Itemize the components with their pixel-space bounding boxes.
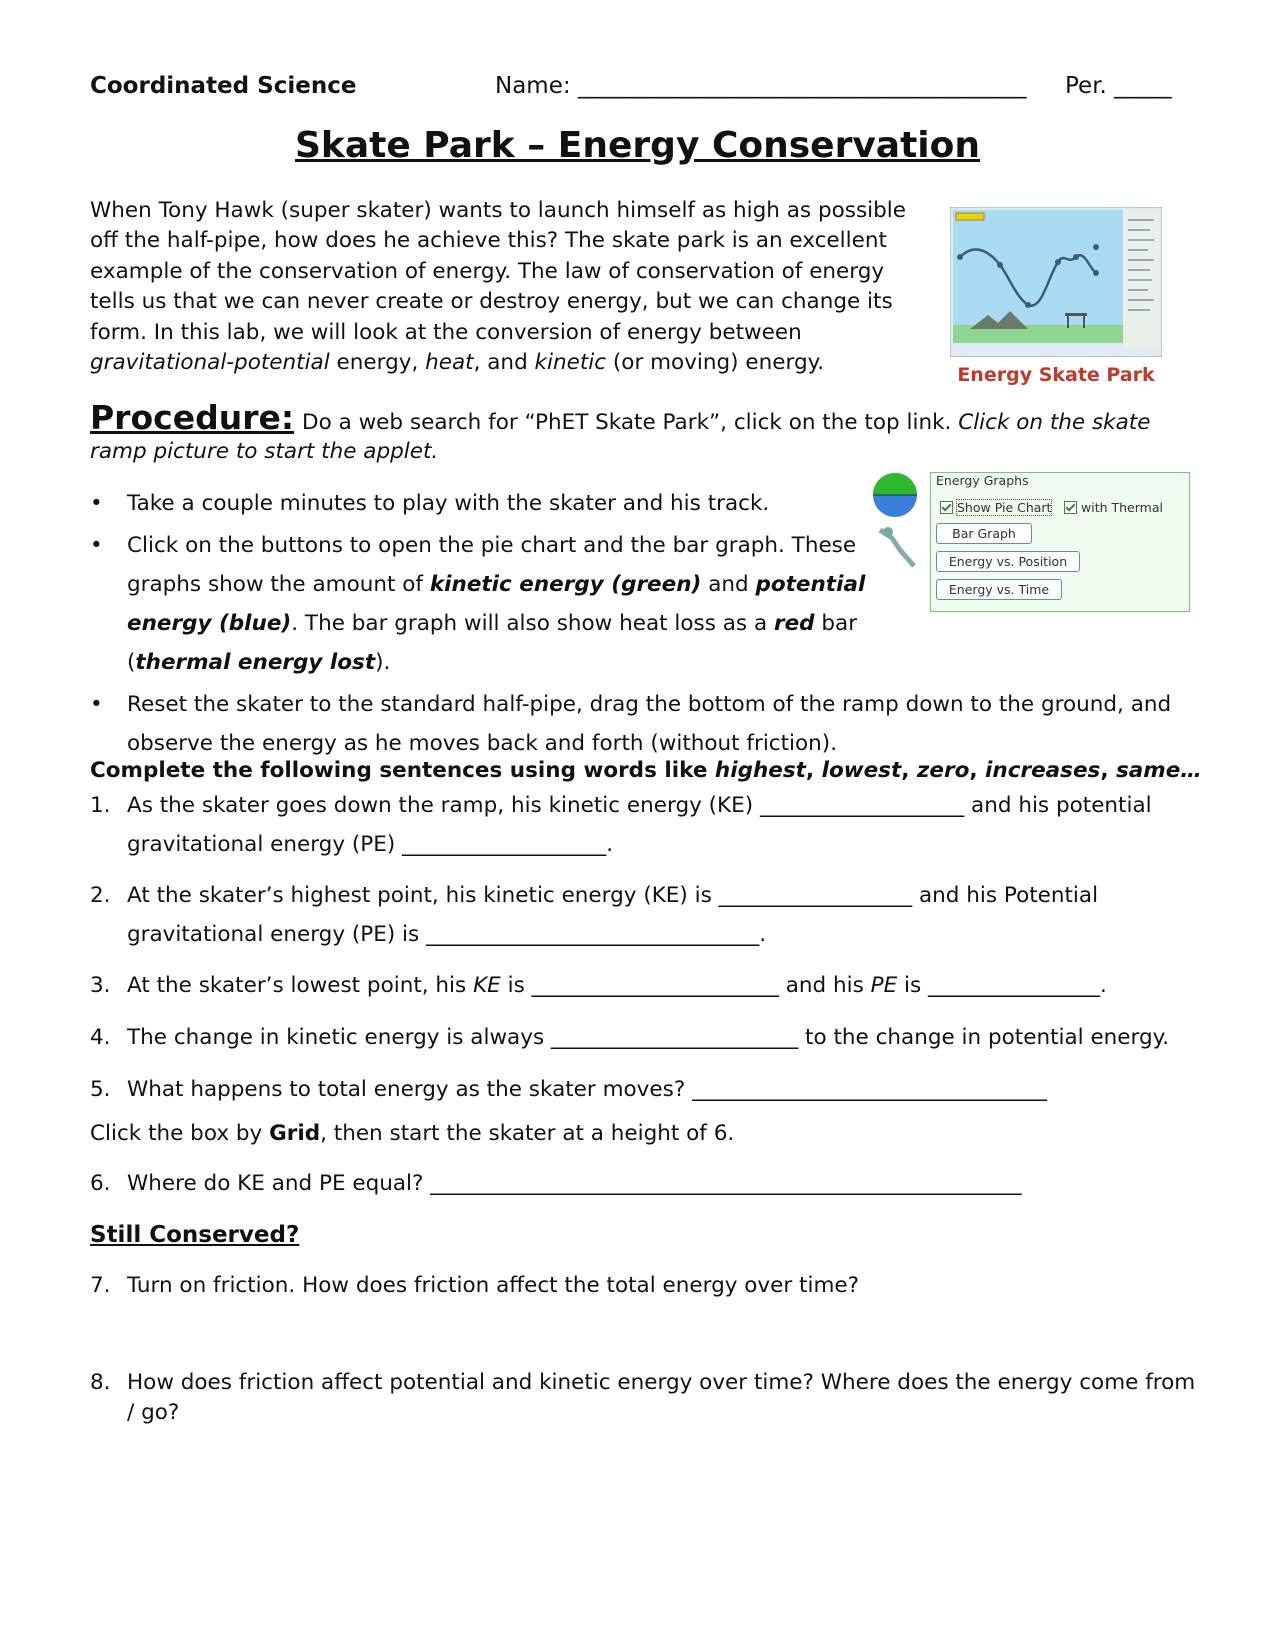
- intro-paragraph: When Tony Hawk (super skater) wants to launch himself as high as possible off the half-pipe, how does he achieve this? The skate park is an excellent example of the conservation of energy. The law of conservation of energy tells us that we can never create or destroy energy, but we can change its form. In this lab, we will look at the conversion of energy between gravitational-potential energy, heat, and kinetic (or moving) energy.: [90, 198, 906, 376]
- question-1: 1. As the skater goes down the ramp, his kinetic energy (KE) ___________________ and his potential gravitational energy (PE) ___________________.: [90, 793, 1152, 857]
- list-item: • Take a couple minutes to play with the skater and his track.: [90, 491, 770, 516]
- bar-graph-button[interactable]: Bar Graph: [936, 523, 1032, 544]
- show-pie-chart-checkbox[interactable]: Show Pie Chart: [940, 500, 1051, 515]
- question-3: 3. At the skater’s lowest point, his KE is _______________________ and his PE is ________________.: [90, 973, 1107, 998]
- energy-vs-time-button[interactable]: Energy vs. Time: [936, 579, 1062, 600]
- question-4: 4. The change in kinetic energy is always _______________________ to the change in potential energy.: [90, 1025, 1170, 1050]
- procedure-italic-text: Click on the skate ramp picture to start the applet.: [90, 410, 1151, 464]
- course-name: Coordinated Science: [90, 73, 357, 99]
- name-field-label: Name: _______________________________________: [495, 73, 1027, 99]
- screenshot-caption: Energy Skate Park: [957, 364, 1155, 386]
- list-item: • Reset the skater to the standard half-pipe, drag the bottom of the ramp down to the ground, and observe the energy as he moves back and forth (without friction).: [90, 692, 1172, 756]
- list-item: • Click on the buttons to open the pie chart and the bar graph. These graphs show the amount of kinetic energy (green) and potential energy (blue). The bar graph will also show heat loss as a red bar (thermal energy lost).: [90, 533, 866, 675]
- page-title: Skate Park – Energy Conservation: [294, 125, 980, 166]
- question-5: 5. What happens to total energy as the skater moves? _________________________________: [90, 1077, 1047, 1102]
- complete-instructions: Complete the following sentences using words like highest, lowest, zero, increases, same…: [90, 758, 1202, 783]
- with-thermal-checkbox[interactable]: with Thermal: [1064, 500, 1163, 515]
- question-7: 7. Turn on friction. How does friction affect the total energy over time?: [90, 1273, 860, 1298]
- question-6: 6. Where do KE and PE equal? _______________________________________________________: [90, 1171, 1022, 1196]
- question-8: 8. How does friction affect potential and kinetic energy over time? Where does the energy come from / go?: [90, 1370, 1196, 1425]
- energy-vs-position-button[interactable]: Energy vs. Position: [936, 551, 1080, 572]
- procedure-bullets: [90, 484, 1190, 766]
- question-2: 2. At the skater’s highest point, his kinetic energy (KE) is __________________ and his Potential gravitational energy (PE) is _______________________________.: [90, 883, 1099, 947]
- energy-graphs-title: Energy Graphs: [936, 473, 1029, 488]
- skate-park-screenshot: [950, 207, 1162, 397]
- period-field-label: Per. _____: [1065, 73, 1172, 99]
- procedure-heading: Procedure:: [90, 398, 295, 437]
- procedure-section: [90, 398, 1190, 466]
- procedure-text: Do a web search for “PhET Skate Park”, click on the top link.: [302, 410, 959, 435]
- skate-park-image: [950, 207, 1162, 357]
- grid-instruction: Click the box by Grid, then start the skater at a height of 6.: [90, 1121, 735, 1146]
- still-conserved-heading: Still Conserved?: [90, 1222, 300, 1248]
